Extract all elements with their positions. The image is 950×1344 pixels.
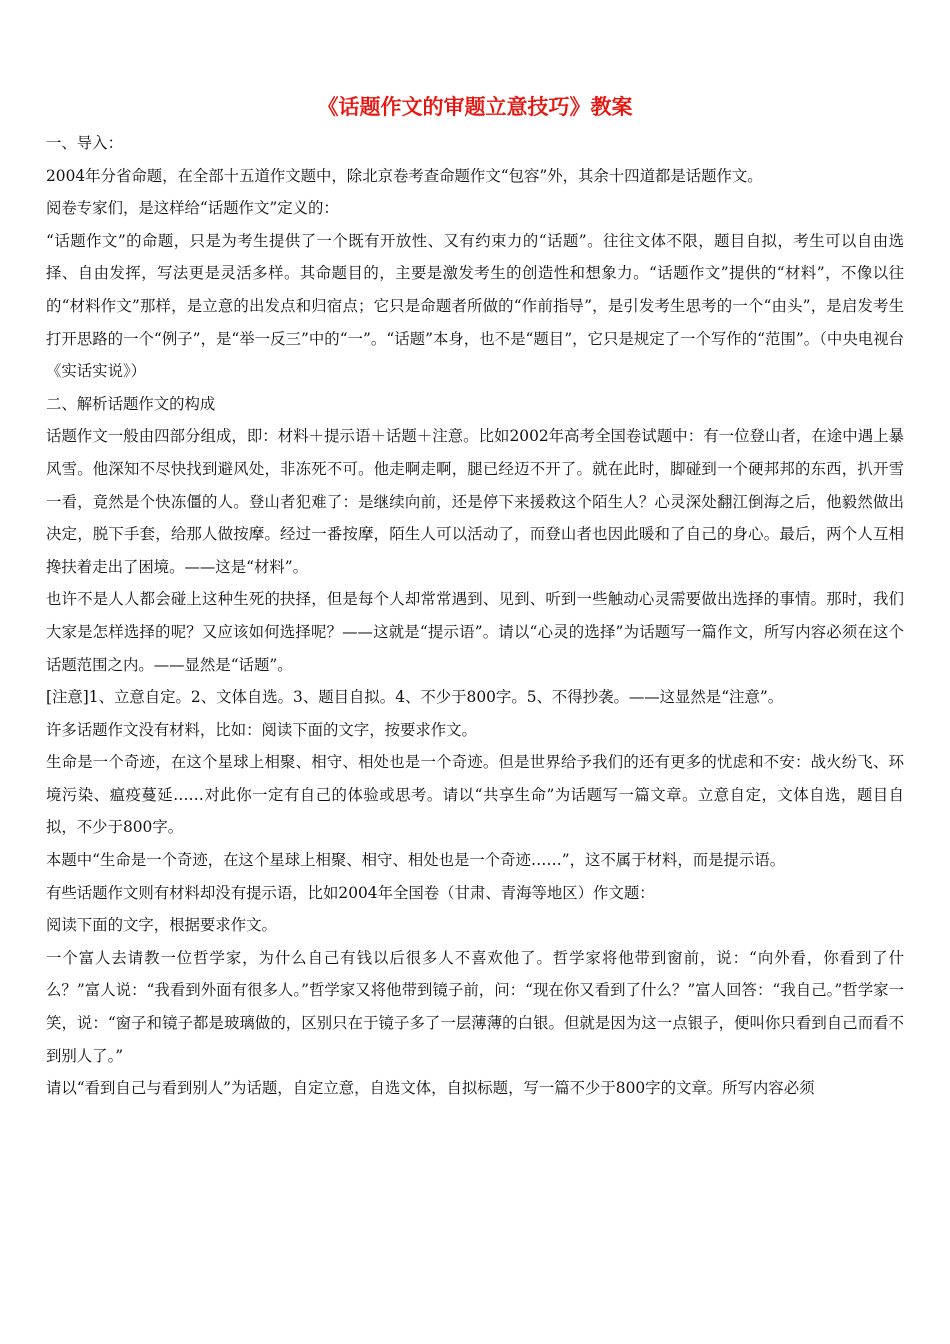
section-heading-intro: 一、导入： — [46, 134, 123, 152]
paragraph: 阅读下面的文字，根据要求作文。 — [46, 916, 277, 935]
paragraph: 有些话题作文则有材料却没有提示语，比如2004年全国卷（甘肃、青海等地区）作文题： — [46, 883, 655, 902]
paragraph: 2004年分省命题，在全部十五道作文题中，除北京卷考查命题作文“包容”外，其余十四道都是话题作文。 — [46, 166, 763, 185]
paragraph: [注意]1、立意自定。2、文体自选。3、题目自拟。4、不少于800字。5、不得抄袭。——这显然是“注意”。 — [46, 688, 784, 707]
document-title: 《话题作文的审题立意技巧》教案 — [317, 95, 633, 119]
paragraph: 阅卷专家们，是这样给“话题作文”定义的： — [46, 199, 339, 218]
paragraph: 本题中“生命是一个奇迹，在这个星球上相聚、相守、相处也是一个奇迹……”，这不属于材料，而是提示语。 — [46, 851, 786, 870]
paragraph: 许多话题作文没有材料，比如：阅读下面的文字，按要求作文。 — [46, 720, 477, 739]
paragraph: 请以“看到自己与看到别人”为话题，自定立意，自选文体，自拟标题，写一篇不少于800字的文章。所写内容必须 — [46, 1079, 815, 1098]
paragraph: “话题作文”的命题，只是为考生提供了一个既有开放性、又有约束力的“话题”。往往文体不限，题目自拟，考生可以自由选择、自由发挥，写法更是灵活多样。其命题目的，主要是激发考生的创造性和想象力。“话题作文”提供的“材料”，不像以往的“材料作文”那样，是立意的出发点和归宿点；它只是命题者所做的“作前指导”，是引发考生思考的一个“由头”，是启发考生打开思路的一个“例子”，是“举一反三”中的“一”。“话题”本身，也不是“题目”，它只是规定了一个写作的“范围”。（中央电视台《实话实说》） — [46, 231, 904, 381]
paragraph: 话题作文一般由四部分组成，即：材料＋提示语＋话题＋注意。比如2002年高考全国卷试题中：有一位登山者，在途中遇上暴风雪。他深知不尽快找到避风处，非冻死不可。他走啊走啊，腿已经迈不开了。就在此时，脚碰到一个硬邦邦的东西，扒开雪一看，竟然是个快冻僵的人。登山者犯难了：是继续向前，还是停下来援救这个陌生人？心灵深处翻江倒海之后，他毅然做出决定，脱下手套，给那人做按摩。经过一番按摩，陌生人可以活动了，而登山者也因此暖和了自己的身心。最后，两个人互相搀扶着走出了困境。——这是“材料”。 — [46, 427, 904, 576]
paragraph: 也许不是人人都会碰上这种生死的抉择，但是每个人却常常遇到、见到、听到一些触动心灵需要做出选择的事情。那时，我们大家是怎样选择的呢？又应该如何选择呢？——这就是“提示语”。请以“心灵的选择”为话题写一篇作文，所写内容必须在这个话题范围之内。——显然是“话题”。 — [46, 590, 904, 674]
paragraph: 生命是一个奇迹，在这个星球上相聚、相守、相处也是一个奇迹。但是世界给予我们的还有更多的忧虑和不安：战火纷飞、环境污染、瘟疫蔓延……对此你一定有自己的体验或思考。请以“共享生命”为话题写一篇文章。立意自定，文体自选，题目自拟，不少于800字。 — [46, 753, 904, 837]
section-heading-analysis: 二、解析话题作文的构成 — [46, 394, 216, 413]
paragraph: 一个富人去请教一位哲学家，为什么自己有钱以后很多人不喜欢他了。哲学家将他带到窗前，说：“向外看，你看到了什么？”富人说：“我看到外面有很多人。”哲学家又将他带到镜子前，问：“现在你又看到了什么？”富人回答：“我自己。”哲学家一笑，说：“窗子和镜子都是玻璃做的，区别只在于镜子多了一层薄薄的白银。但就是因为这一点银子，便叫你只看到自己而看不到别人了。” — [46, 948, 904, 1065]
